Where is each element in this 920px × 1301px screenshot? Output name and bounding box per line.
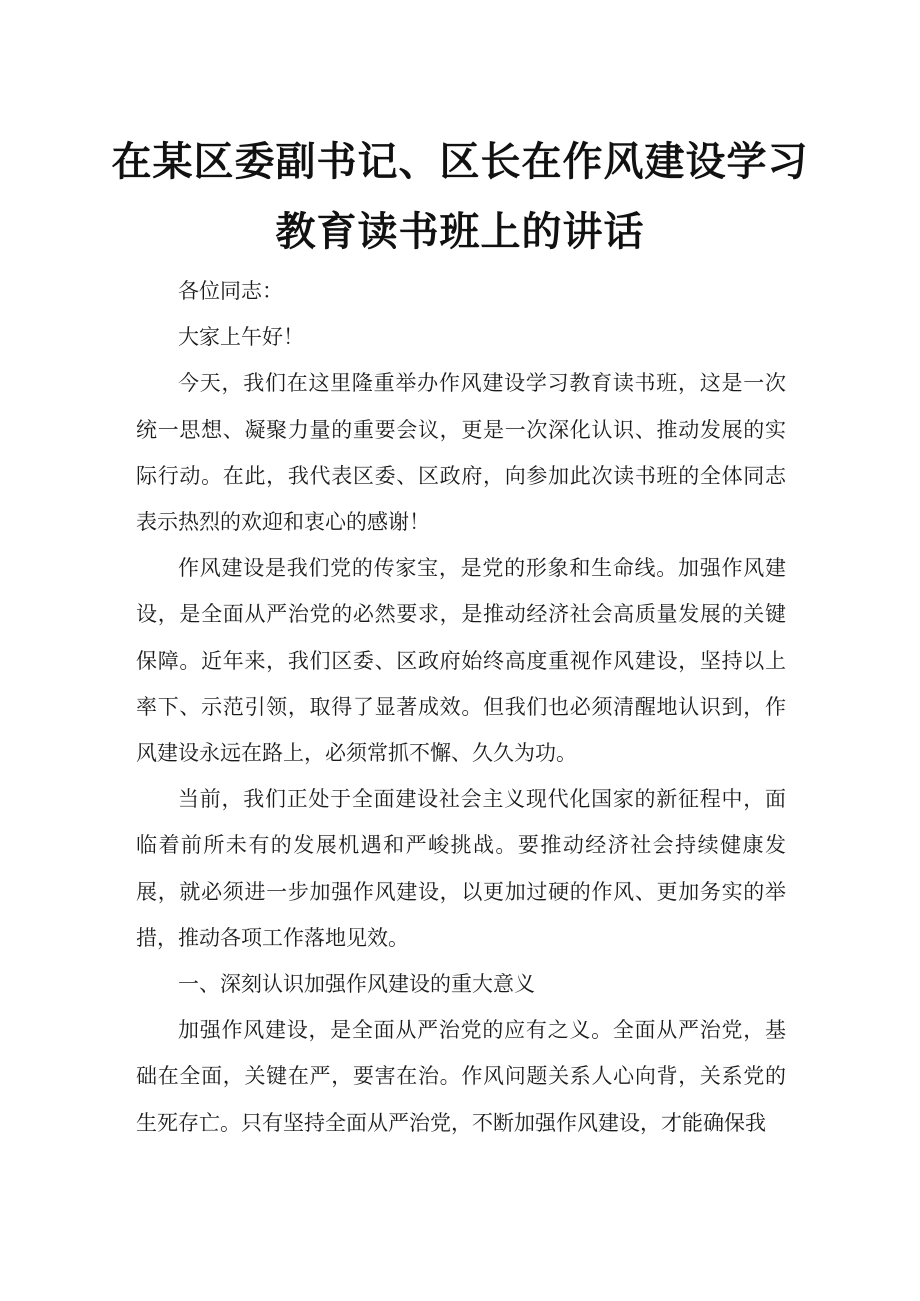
paragraph-current-situation: 当前，我们正处于全面建设社会主义现代化国家的新征程中，面临着前所未有的发展机遇和严峻挑战。要推动经济社会持续健康发展，就必须进一步加强作风建设，以更加过硬的作风、更加务实的举措，推动各项工作落地见效。 — [136, 787, 786, 950]
section-heading: 一、深刻认识加强作风建设的重大意义 — [178, 972, 535, 997]
paragraph-importance: 作风建设是我们党的传家宝，是党的形象和生命线。加强作风建设，是全面从严治党的必然要求，是推动经济社会高质量发展的关键保障。近年来，我们区委、区政府始终高度重视作风建设，坚持以上率下、示范引领，取得了显著成效。但我们也必须清醒地认识到，作风建设永远在路上，必须常抓不懈、久久为功。 — [136, 556, 786, 766]
salutation: 各位同志： — [178, 279, 283, 303]
document-body — [136, 268, 786, 1146]
greeting: 大家上午好！ — [178, 325, 304, 350]
document-title-line-1: 在某区委副书记、区长在作风建设学习 — [111, 139, 809, 185]
section-paragraph: 加强作风建设，是全面从严治党的应有之义。全面从严治党，基础在全面，关键在严，要害在治。作风问题关系人心向背，关系党的生死存亡。只有坚持全面从严治党，不断加强作风建设，才能确保我 — [136, 1018, 786, 1135]
paragraph-opening: 今天，我们在这里隆重举办作风建设学习教育读书班，这是一次统一思想、凝聚力量的重要会议，更是一次深化认识、推动发展的实际行动。在此，我代表区委、区政府，向参加此次读书班的全体同志表示热烈的欢迎和衷心的感谢！ — [136, 371, 786, 535]
document-title-line-2: 教育读书班上的讲话 — [275, 209, 645, 255]
